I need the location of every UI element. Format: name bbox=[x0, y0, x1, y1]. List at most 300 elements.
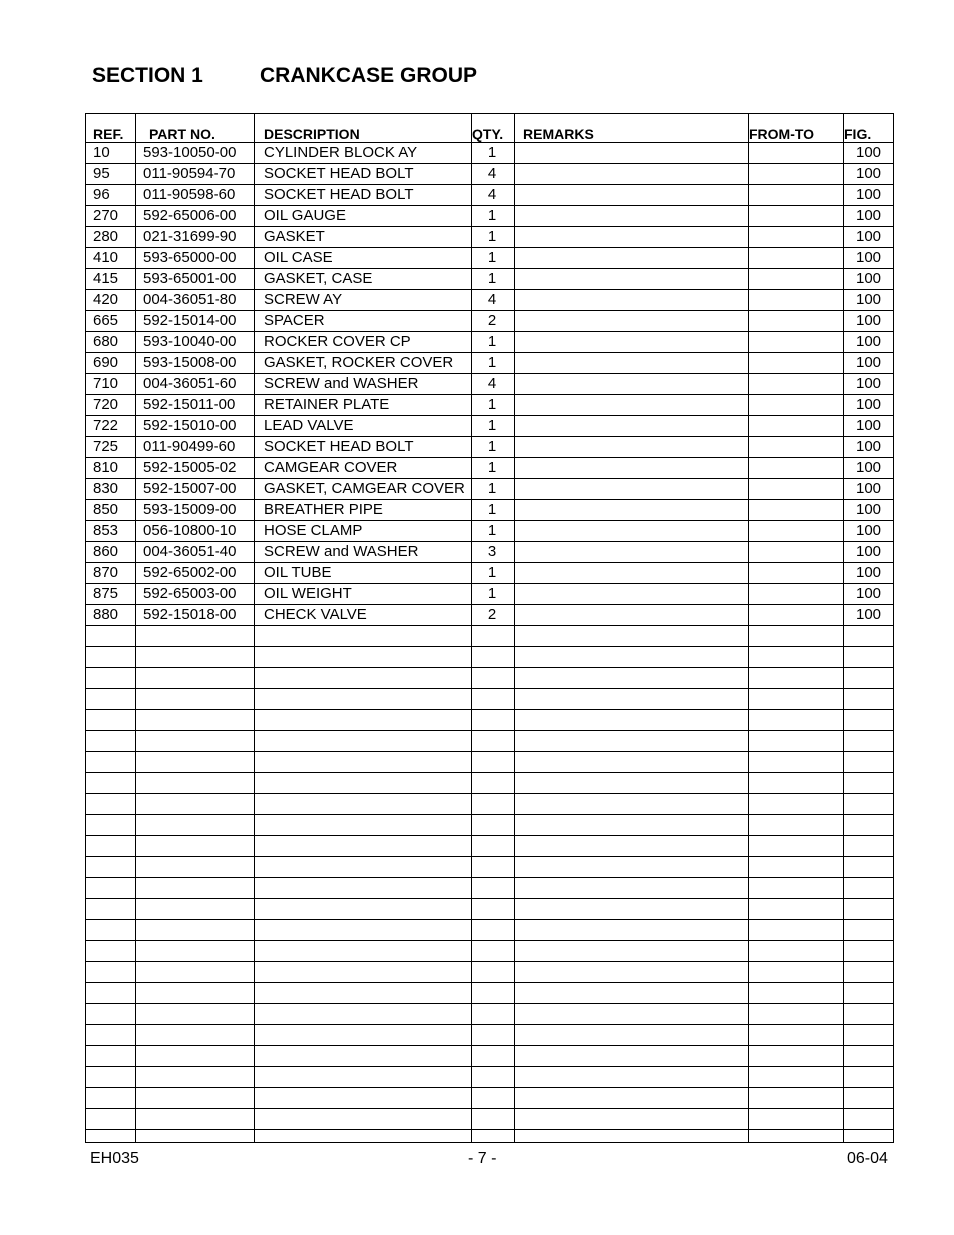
cell-remarks bbox=[515, 479, 749, 500]
cell-from-to bbox=[749, 437, 844, 458]
empty-cell bbox=[749, 962, 844, 983]
table-row bbox=[86, 542, 894, 563]
empty-cell bbox=[86, 1088, 136, 1109]
cell-ref: 720 bbox=[86, 395, 136, 416]
cell-part-no: 593-10040-00 bbox=[136, 332, 255, 353]
table-row bbox=[86, 311, 894, 332]
cell-description: GASKET, ROCKER COVER bbox=[255, 353, 472, 374]
empty-cell bbox=[515, 626, 749, 647]
empty-cell bbox=[749, 899, 844, 920]
cell-fig: 100 bbox=[844, 395, 894, 416]
empty-cell bbox=[515, 668, 749, 689]
column-header-remarks: REMARKS bbox=[515, 114, 749, 143]
table-row bbox=[86, 248, 894, 269]
empty-cell bbox=[515, 920, 749, 941]
cell-part-no: 004-36051-60 bbox=[136, 374, 255, 395]
empty-table-row bbox=[86, 1067, 894, 1088]
empty-cell bbox=[515, 794, 749, 815]
empty-cell bbox=[472, 815, 515, 836]
cell-qty: 1 bbox=[472, 248, 515, 269]
cell-description: ROCKER COVER CP bbox=[255, 332, 472, 353]
empty-cell bbox=[515, 878, 749, 899]
footer-date: 06-04 bbox=[847, 1150, 888, 1167]
cell-part-no: 593-10050-00 bbox=[136, 143, 255, 164]
table-row bbox=[86, 269, 894, 290]
cell-part-no: 004-36051-40 bbox=[136, 542, 255, 563]
empty-cell bbox=[86, 857, 136, 878]
empty-table-row bbox=[86, 773, 894, 794]
empty-cell bbox=[136, 983, 255, 1004]
cell-fig: 100 bbox=[844, 185, 894, 206]
cell-remarks bbox=[515, 353, 749, 374]
cell-part-no: 593-65001-00 bbox=[136, 269, 255, 290]
empty-cell bbox=[136, 647, 255, 668]
cell-remarks bbox=[515, 185, 749, 206]
empty-cell bbox=[86, 1067, 136, 1088]
cell-qty: 3 bbox=[472, 542, 515, 563]
cell-remarks bbox=[515, 542, 749, 563]
column-header-description: DESCRIPTION bbox=[255, 114, 472, 143]
empty-cell bbox=[255, 710, 472, 731]
cell-remarks bbox=[515, 374, 749, 395]
empty-table-row bbox=[86, 1025, 894, 1046]
cell-qty: 1 bbox=[472, 437, 515, 458]
empty-cell bbox=[255, 773, 472, 794]
empty-table-row bbox=[86, 815, 894, 836]
footer-doc-code: EH035 bbox=[90, 1150, 139, 1167]
empty-cell bbox=[472, 647, 515, 668]
empty-cell bbox=[472, 857, 515, 878]
empty-cell bbox=[515, 689, 749, 710]
empty-cell bbox=[844, 920, 894, 941]
cell-remarks bbox=[515, 584, 749, 605]
cell-ref: 95 bbox=[86, 164, 136, 185]
empty-cell bbox=[86, 731, 136, 752]
empty-cell bbox=[86, 1130, 136, 1143]
cell-qty: 1 bbox=[472, 206, 515, 227]
cell-description: RETAINER PLATE bbox=[255, 395, 472, 416]
cell-fig: 100 bbox=[844, 290, 894, 311]
cell-part-no: 592-15014-00 bbox=[136, 311, 255, 332]
empty-cell bbox=[749, 1004, 844, 1025]
empty-cell bbox=[86, 1025, 136, 1046]
cell-description: OIL WEIGHT bbox=[255, 584, 472, 605]
empty-cell bbox=[844, 983, 894, 1004]
empty-table-row bbox=[86, 668, 894, 689]
empty-cell bbox=[515, 647, 749, 668]
empty-cell bbox=[255, 731, 472, 752]
empty-table-row bbox=[86, 1088, 894, 1109]
table-row bbox=[86, 227, 894, 248]
cell-ref: 875 bbox=[86, 584, 136, 605]
cell-remarks bbox=[515, 605, 749, 626]
empty-cell bbox=[86, 941, 136, 962]
cell-remarks bbox=[515, 458, 749, 479]
cell-qty: 1 bbox=[472, 584, 515, 605]
empty-cell bbox=[515, 1130, 749, 1143]
empty-cell bbox=[255, 1088, 472, 1109]
parts-table bbox=[85, 113, 894, 1143]
cell-from-to bbox=[749, 269, 844, 290]
empty-cell bbox=[515, 899, 749, 920]
empty-table-row bbox=[86, 1004, 894, 1025]
empty-cell bbox=[136, 878, 255, 899]
empty-cell bbox=[255, 1025, 472, 1046]
cell-qty: 1 bbox=[472, 143, 515, 164]
cell-ref: 665 bbox=[86, 311, 136, 332]
cell-part-no: 593-65000-00 bbox=[136, 248, 255, 269]
empty-cell bbox=[136, 773, 255, 794]
empty-cell bbox=[844, 731, 894, 752]
cell-ref: 830 bbox=[86, 479, 136, 500]
cell-qty: 1 bbox=[472, 521, 515, 542]
empty-cell bbox=[472, 1046, 515, 1067]
empty-cell bbox=[749, 920, 844, 941]
empty-cell bbox=[472, 752, 515, 773]
empty-cell bbox=[472, 983, 515, 1004]
section-number: SECTION 1 bbox=[92, 64, 203, 87]
cell-description: GASKET, CASE bbox=[255, 269, 472, 290]
cell-from-to bbox=[749, 374, 844, 395]
empty-table-row bbox=[86, 899, 894, 920]
empty-cell bbox=[86, 1109, 136, 1130]
empty-cell bbox=[136, 1067, 255, 1088]
empty-cell bbox=[515, 941, 749, 962]
empty-cell bbox=[844, 1088, 894, 1109]
cell-from-to bbox=[749, 353, 844, 374]
cell-from-to bbox=[749, 311, 844, 332]
cell-remarks bbox=[515, 227, 749, 248]
empty-cell bbox=[472, 962, 515, 983]
empty-cell bbox=[844, 647, 894, 668]
cell-remarks bbox=[515, 521, 749, 542]
empty-cell bbox=[749, 836, 844, 857]
empty-cell bbox=[749, 941, 844, 962]
cell-description: LEAD VALVE bbox=[255, 416, 472, 437]
cell-remarks bbox=[515, 206, 749, 227]
table-row bbox=[86, 206, 894, 227]
empty-cell bbox=[136, 1025, 255, 1046]
cell-remarks bbox=[515, 416, 749, 437]
cell-ref: 680 bbox=[86, 332, 136, 353]
cell-qty: 1 bbox=[472, 269, 515, 290]
empty-cell bbox=[86, 689, 136, 710]
empty-cell bbox=[86, 962, 136, 983]
section-title: CRANKCASE GROUP bbox=[260, 64, 478, 87]
table-header-row bbox=[86, 114, 894, 143]
cell-part-no: 011-90598-60 bbox=[136, 185, 255, 206]
cell-description: HOSE CLAMP bbox=[255, 521, 472, 542]
empty-table-row bbox=[86, 1046, 894, 1067]
empty-cell bbox=[749, 668, 844, 689]
cell-description: OIL CASE bbox=[255, 248, 472, 269]
empty-cell bbox=[472, 794, 515, 815]
cell-part-no: 592-15007-00 bbox=[136, 479, 255, 500]
empty-cell bbox=[472, 668, 515, 689]
empty-cell bbox=[86, 668, 136, 689]
cell-from-to bbox=[749, 479, 844, 500]
section-heading bbox=[92, 64, 477, 88]
empty-cell bbox=[472, 1088, 515, 1109]
cell-remarks bbox=[515, 311, 749, 332]
cell-description: SOCKET HEAD BOLT bbox=[255, 437, 472, 458]
cell-ref: 725 bbox=[86, 437, 136, 458]
cell-qty: 1 bbox=[472, 416, 515, 437]
cell-qty: 1 bbox=[472, 227, 515, 248]
empty-cell bbox=[255, 857, 472, 878]
cell-from-to bbox=[749, 584, 844, 605]
column-header-fig: FIG. bbox=[844, 114, 894, 143]
cell-ref: 850 bbox=[86, 500, 136, 521]
cell-qty: 1 bbox=[472, 563, 515, 584]
empty-cell bbox=[472, 836, 515, 857]
cell-part-no: 592-65003-00 bbox=[136, 584, 255, 605]
empty-cell bbox=[515, 962, 749, 983]
empty-cell bbox=[844, 815, 894, 836]
empty-cell bbox=[515, 1088, 749, 1109]
empty-cell bbox=[86, 794, 136, 815]
cell-description: OIL GAUGE bbox=[255, 206, 472, 227]
cell-part-no: 056-10800-10 bbox=[136, 521, 255, 542]
empty-table-row bbox=[86, 983, 894, 1004]
cell-part-no: 011-90594-70 bbox=[136, 164, 255, 185]
empty-cell bbox=[136, 1046, 255, 1067]
empty-cell bbox=[472, 773, 515, 794]
empty-cell bbox=[255, 878, 472, 899]
empty-cell bbox=[844, 899, 894, 920]
empty-cell bbox=[515, 731, 749, 752]
empty-cell bbox=[86, 626, 136, 647]
table-row bbox=[86, 374, 894, 395]
cell-fig: 100 bbox=[844, 500, 894, 521]
empty-cell bbox=[255, 920, 472, 941]
cell-fig: 100 bbox=[844, 479, 894, 500]
cell-qty: 2 bbox=[472, 311, 515, 332]
column-header-ref: REF. bbox=[86, 114, 136, 143]
empty-cell bbox=[136, 731, 255, 752]
empty-cell bbox=[749, 710, 844, 731]
cell-part-no: 592-15005-02 bbox=[136, 458, 255, 479]
empty-cell bbox=[844, 1046, 894, 1067]
empty-cell bbox=[255, 836, 472, 857]
empty-cell bbox=[749, 1046, 844, 1067]
cell-ref: 420 bbox=[86, 290, 136, 311]
empty-cell bbox=[749, 647, 844, 668]
empty-table-row bbox=[86, 710, 894, 731]
cell-remarks bbox=[515, 164, 749, 185]
empty-cell bbox=[844, 710, 894, 731]
cell-qty: 1 bbox=[472, 395, 515, 416]
empty-cell bbox=[472, 878, 515, 899]
cell-fig: 100 bbox=[844, 563, 894, 584]
cell-ref: 710 bbox=[86, 374, 136, 395]
empty-cell bbox=[844, 857, 894, 878]
cell-description: BREATHER PIPE bbox=[255, 500, 472, 521]
empty-cell bbox=[86, 752, 136, 773]
cell-description: CAMGEAR COVER bbox=[255, 458, 472, 479]
empty-cell bbox=[749, 878, 844, 899]
empty-cell bbox=[515, 752, 749, 773]
cell-from-to bbox=[749, 332, 844, 353]
cell-description: SCREW and WASHER bbox=[255, 374, 472, 395]
empty-cell bbox=[136, 941, 255, 962]
empty-cell bbox=[749, 731, 844, 752]
cell-qty: 1 bbox=[472, 458, 515, 479]
cell-ref: 415 bbox=[86, 269, 136, 290]
empty-cell bbox=[136, 815, 255, 836]
empty-cell bbox=[136, 857, 255, 878]
empty-table-row bbox=[86, 1130, 894, 1143]
cell-from-to bbox=[749, 416, 844, 437]
footer-page-number: - 7 - bbox=[468, 1150, 497, 1167]
cell-qty: 1 bbox=[472, 500, 515, 521]
empty-cell bbox=[136, 1109, 255, 1130]
cell-part-no: 011-90499-60 bbox=[136, 437, 255, 458]
empty-cell bbox=[515, 710, 749, 731]
empty-cell bbox=[472, 1067, 515, 1088]
empty-table-row bbox=[86, 878, 894, 899]
cell-part-no: 592-15010-00 bbox=[136, 416, 255, 437]
empty-table-row bbox=[86, 941, 894, 962]
cell-fig: 100 bbox=[844, 374, 894, 395]
empty-cell bbox=[255, 689, 472, 710]
empty-cell bbox=[136, 1004, 255, 1025]
empty-cell bbox=[86, 983, 136, 1004]
empty-cell bbox=[515, 815, 749, 836]
empty-cell bbox=[749, 794, 844, 815]
empty-cell bbox=[749, 689, 844, 710]
cell-ref: 860 bbox=[86, 542, 136, 563]
empty-cell bbox=[515, 1046, 749, 1067]
cell-from-to bbox=[749, 143, 844, 164]
empty-cell bbox=[515, 1109, 749, 1130]
empty-cell bbox=[472, 626, 515, 647]
cell-remarks bbox=[515, 437, 749, 458]
empty-cell bbox=[844, 1130, 894, 1143]
cell-ref: 280 bbox=[86, 227, 136, 248]
empty-cell bbox=[86, 710, 136, 731]
empty-cell bbox=[844, 878, 894, 899]
empty-cell bbox=[255, 794, 472, 815]
empty-cell bbox=[136, 689, 255, 710]
cell-from-to bbox=[749, 164, 844, 185]
cell-remarks bbox=[515, 290, 749, 311]
cell-fig: 100 bbox=[844, 143, 894, 164]
table-row bbox=[86, 395, 894, 416]
table-row bbox=[86, 437, 894, 458]
empty-cell bbox=[515, 1025, 749, 1046]
empty-cell bbox=[86, 899, 136, 920]
empty-cell bbox=[86, 815, 136, 836]
empty-cell bbox=[749, 773, 844, 794]
empty-table-row bbox=[86, 962, 894, 983]
cell-ref: 270 bbox=[86, 206, 136, 227]
cell-from-to bbox=[749, 500, 844, 521]
empty-cell bbox=[749, 626, 844, 647]
cell-remarks bbox=[515, 269, 749, 290]
cell-ref: 880 bbox=[86, 605, 136, 626]
empty-cell bbox=[255, 1046, 472, 1067]
cell-fig: 100 bbox=[844, 164, 894, 185]
cell-fig: 100 bbox=[844, 227, 894, 248]
parts-table-body bbox=[86, 143, 894, 1143]
empty-cell bbox=[472, 941, 515, 962]
empty-cell bbox=[515, 836, 749, 857]
cell-qty: 4 bbox=[472, 374, 515, 395]
empty-cell bbox=[844, 626, 894, 647]
cell-fig: 100 bbox=[844, 416, 894, 437]
cell-ref: 690 bbox=[86, 353, 136, 374]
empty-cell bbox=[136, 626, 255, 647]
empty-cell bbox=[844, 773, 894, 794]
empty-cell bbox=[749, 1088, 844, 1109]
cell-remarks bbox=[515, 395, 749, 416]
column-header-from-to: FROM-TO bbox=[749, 114, 844, 143]
cell-from-to bbox=[749, 563, 844, 584]
empty-cell bbox=[136, 836, 255, 857]
empty-cell bbox=[472, 731, 515, 752]
cell-description: CHECK VALVE bbox=[255, 605, 472, 626]
empty-table-row bbox=[86, 647, 894, 668]
empty-cell bbox=[136, 752, 255, 773]
empty-cell bbox=[472, 920, 515, 941]
empty-cell bbox=[255, 815, 472, 836]
cell-fig: 100 bbox=[844, 353, 894, 374]
empty-cell bbox=[749, 1130, 844, 1143]
empty-cell bbox=[136, 1130, 255, 1143]
empty-cell bbox=[86, 920, 136, 941]
table-row bbox=[86, 416, 894, 437]
empty-cell bbox=[844, 1004, 894, 1025]
empty-table-row bbox=[86, 920, 894, 941]
cell-part-no: 592-15018-00 bbox=[136, 605, 255, 626]
empty-cell bbox=[255, 941, 472, 962]
empty-table-row bbox=[86, 857, 894, 878]
empty-table-row bbox=[86, 731, 894, 752]
table-row bbox=[86, 164, 894, 185]
cell-part-no: 592-65002-00 bbox=[136, 563, 255, 584]
cell-from-to bbox=[749, 542, 844, 563]
empty-cell bbox=[515, 857, 749, 878]
cell-from-to bbox=[749, 185, 844, 206]
table-row bbox=[86, 500, 894, 521]
table-row bbox=[86, 143, 894, 164]
cell-from-to bbox=[749, 458, 844, 479]
empty-cell bbox=[515, 1004, 749, 1025]
cell-remarks bbox=[515, 500, 749, 521]
cell-fig: 100 bbox=[844, 206, 894, 227]
empty-cell bbox=[472, 689, 515, 710]
empty-cell bbox=[749, 1025, 844, 1046]
empty-cell bbox=[749, 815, 844, 836]
empty-cell bbox=[844, 1025, 894, 1046]
empty-cell bbox=[749, 1067, 844, 1088]
cell-fig: 100 bbox=[844, 458, 894, 479]
table-row bbox=[86, 458, 894, 479]
empty-cell bbox=[472, 1130, 515, 1143]
empty-table-row bbox=[86, 836, 894, 857]
table-row bbox=[86, 605, 894, 626]
cell-from-to bbox=[749, 395, 844, 416]
empty-cell bbox=[472, 1004, 515, 1025]
empty-cell bbox=[136, 710, 255, 731]
empty-cell bbox=[255, 1067, 472, 1088]
cell-part-no: 004-36051-80 bbox=[136, 290, 255, 311]
empty-cell bbox=[515, 773, 749, 794]
empty-cell bbox=[136, 920, 255, 941]
cell-description: OIL TUBE bbox=[255, 563, 472, 584]
cell-description: SCREW AY bbox=[255, 290, 472, 311]
